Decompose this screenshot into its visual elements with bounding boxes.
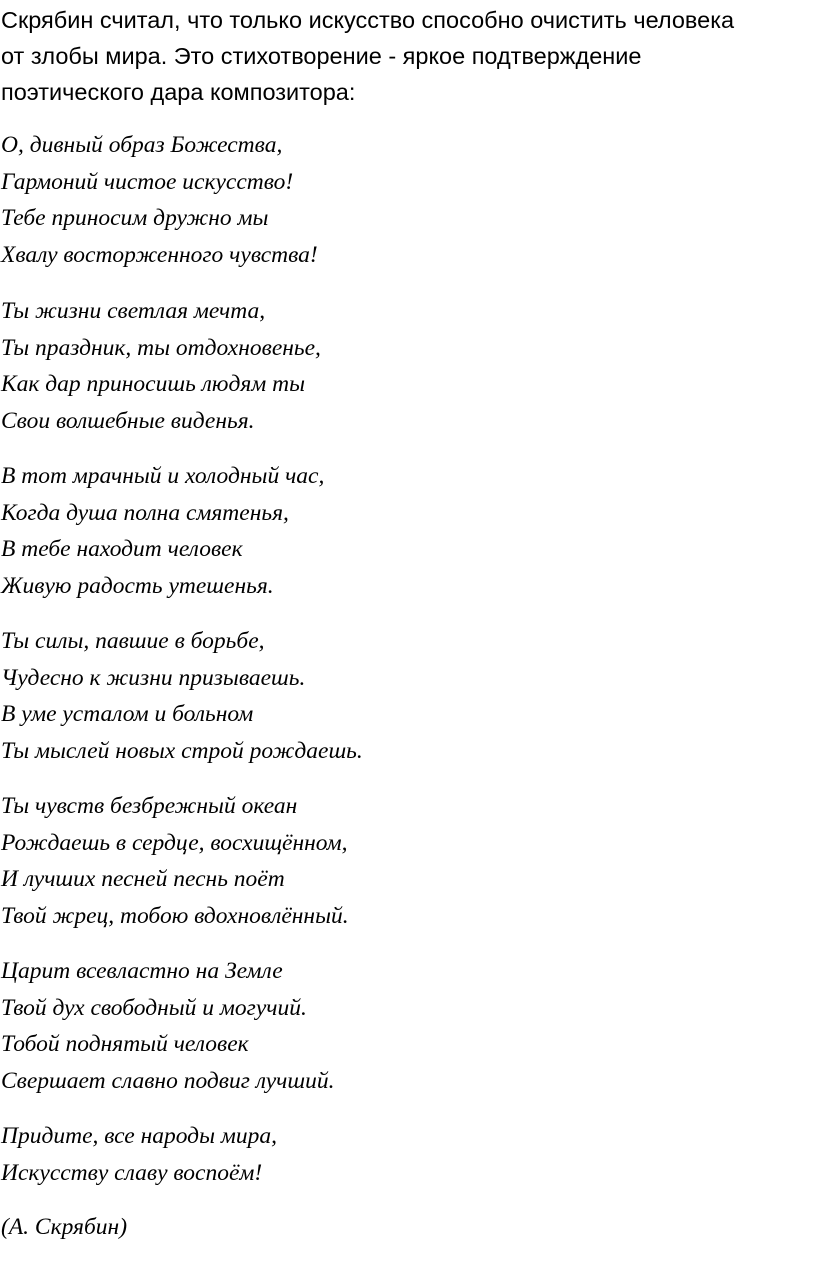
poem-line: Чудесно к жизни призываешь. — [1, 664, 306, 691]
poem-line: Ты чувств безбрежный океан — [1, 793, 298, 819]
poem-line: Тебе приносим дружно мы — [1, 205, 269, 232]
poem-line: Твой жрец, тобою вдохновлённый. — [1, 903, 349, 930]
poem-line: Когда душа полна смятенья, — [1, 499, 289, 526]
intro-line: от злобы мира. Это стихотворение - яркое подтверждение — [1, 43, 642, 69]
poem-stanza-4 — [1, 623, 363, 770]
poem-line: Рождаешь в сердце, восхищённом, — [1, 829, 348, 856]
poem-line: Тобой поднятый человек — [1, 1031, 249, 1058]
poem-line: В тебе находит человек — [1, 536, 243, 563]
poem-line: Ты праздник, ты отдохновенье, — [1, 334, 321, 361]
poem-stanza-7 — [1, 1118, 277, 1191]
poem-line: Искусству славу воспоём! — [1, 1159, 263, 1186]
poem-line: В тот мрачный и холодный час, — [1, 463, 325, 489]
poem-line: Придите, все народы мира, — [1, 1123, 277, 1149]
poem-line: Ты силы, павшие в борьбе, — [1, 628, 265, 654]
poem-line: Гармоний чистое искусство! — [1, 168, 294, 195]
poem-line: Хвалу восторженного чувства! — [1, 242, 318, 269]
poem-stanza-5 — [1, 788, 349, 935]
poem-line: О, дивный образ Божества, — [1, 132, 283, 158]
poem-stanza-3 — [1, 458, 324, 605]
poem-line: Свершает славно подвиг лучший. — [1, 1068, 335, 1095]
intro-paragraph — [1, 2, 813, 110]
poem-signature: (А. Скрябин) — [1, 1214, 128, 1240]
poem-line: Ты мыслей новых строй рождаешь. — [1, 738, 363, 765]
poem-line: Как дар приносишь людям ты — [1, 371, 306, 398]
poem-line: Ты жизни светлая мечта, — [1, 298, 266, 324]
poem-line: В уме усталом и больном — [1, 701, 254, 728]
poem-line: Живую радость утешенья. — [1, 573, 274, 600]
poem-line: Свои волшебные виденья. — [1, 408, 255, 435]
intro-line: поэтического дара композитора: — [1, 79, 356, 105]
poem-line: Царит всевластно на Земле — [1, 958, 283, 984]
poem-line: И лучших песней песнь поёт — [1, 866, 285, 893]
poem-stanza-6 — [1, 953, 334, 1100]
poem-stanza-2 — [1, 293, 321, 440]
intro-line: Скрябин считал, что только искусство способно очистить человека — [1, 7, 735, 33]
poem-line: Твой дух свободный и могучий. — [1, 994, 307, 1021]
poem-stanza-1 — [1, 127, 318, 274]
